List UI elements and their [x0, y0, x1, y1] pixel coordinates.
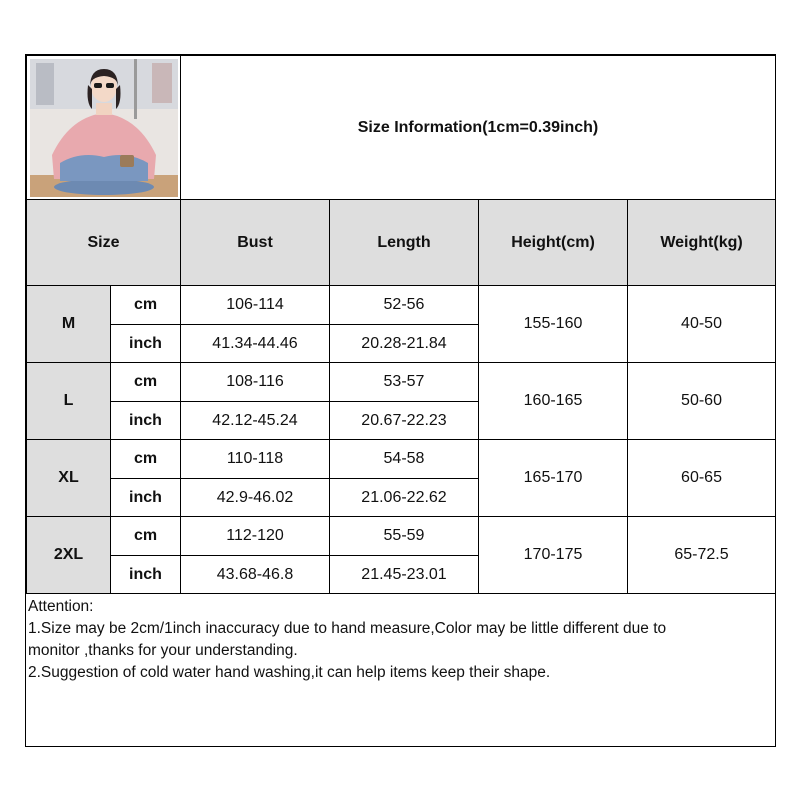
size-label: XL — [27, 440, 111, 517]
bust-cm: 108-116 — [181, 363, 330, 402]
height-value: 170-175 — [479, 517, 628, 594]
bust-inch: 42.9-46.02 — [181, 479, 330, 517]
weight-value: 50-60 — [628, 363, 776, 440]
length-cm: 53-57 — [330, 363, 479, 402]
note-line: monitor ,thanks for your understanding. — [28, 642, 298, 659]
length-inch: 20.28-21.84 — [330, 325, 479, 363]
header-height: Height(cm) — [479, 200, 628, 286]
unit-label: cm — [111, 517, 181, 556]
table-row — [27, 517, 776, 556]
size-chart — [25, 54, 776, 747]
unit-label: inch — [111, 556, 181, 594]
size-label: M — [27, 286, 111, 363]
size-label: L — [27, 363, 111, 440]
notes-heading: Attention: — [28, 598, 94, 615]
table-row — [27, 286, 776, 325]
header-bust: Bust — [181, 200, 330, 286]
bust-inch: 42.12-45.24 — [181, 402, 330, 440]
note-line: 1.Size may be 2cm/1inch inaccuracy due to hand measure,Color may be little different due to — [28, 620, 667, 637]
note-line: 2.Suggestion of cold water hand washing,it can help items keep their shape. — [28, 664, 551, 681]
bust-inch: 41.34-44.46 — [181, 325, 330, 363]
unit-label: cm — [111, 286, 181, 325]
header-row — [27, 200, 776, 286]
title-row — [27, 56, 776, 200]
size-label: 2XL — [27, 517, 111, 594]
bust-cm: 110-118 — [181, 440, 330, 479]
photo-cell — [27, 56, 181, 200]
weight-value: 65-72.5 — [628, 517, 776, 594]
length-inch: 21.45-23.01 — [330, 556, 479, 594]
header-weight: Weight(kg) — [628, 200, 776, 286]
length-inch: 20.67-22.23 — [330, 402, 479, 440]
length-cm: 52-56 — [330, 286, 479, 325]
header-length: Length — [330, 200, 479, 286]
length-cm: 55-59 — [330, 517, 479, 556]
model-photo-icon — [30, 59, 178, 197]
unit-label: cm — [111, 440, 181, 479]
length-cm: 54-58 — [330, 440, 479, 479]
unit-label: cm — [111, 363, 181, 402]
page-title: Size Information(1cm=0.39inch) — [181, 56, 776, 200]
size-table — [26, 55, 776, 594]
unit-label: inch — [111, 402, 181, 440]
length-inch: 21.06-22.62 — [330, 479, 479, 517]
table-row — [27, 363, 776, 402]
attention-notes — [28, 596, 768, 684]
unit-label: inch — [111, 479, 181, 517]
height-value: 165-170 — [479, 440, 628, 517]
weight-value: 40-50 — [628, 286, 776, 363]
bust-inch: 43.68-46.8 — [181, 556, 330, 594]
weight-value: 60-65 — [628, 440, 776, 517]
header-size: Size — [27, 200, 181, 286]
height-value: 155-160 — [479, 286, 628, 363]
height-value: 160-165 — [479, 363, 628, 440]
table-row — [27, 440, 776, 479]
unit-label: inch — [111, 325, 181, 363]
bust-cm: 112-120 — [181, 517, 330, 556]
bust-cm: 106-114 — [181, 286, 330, 325]
